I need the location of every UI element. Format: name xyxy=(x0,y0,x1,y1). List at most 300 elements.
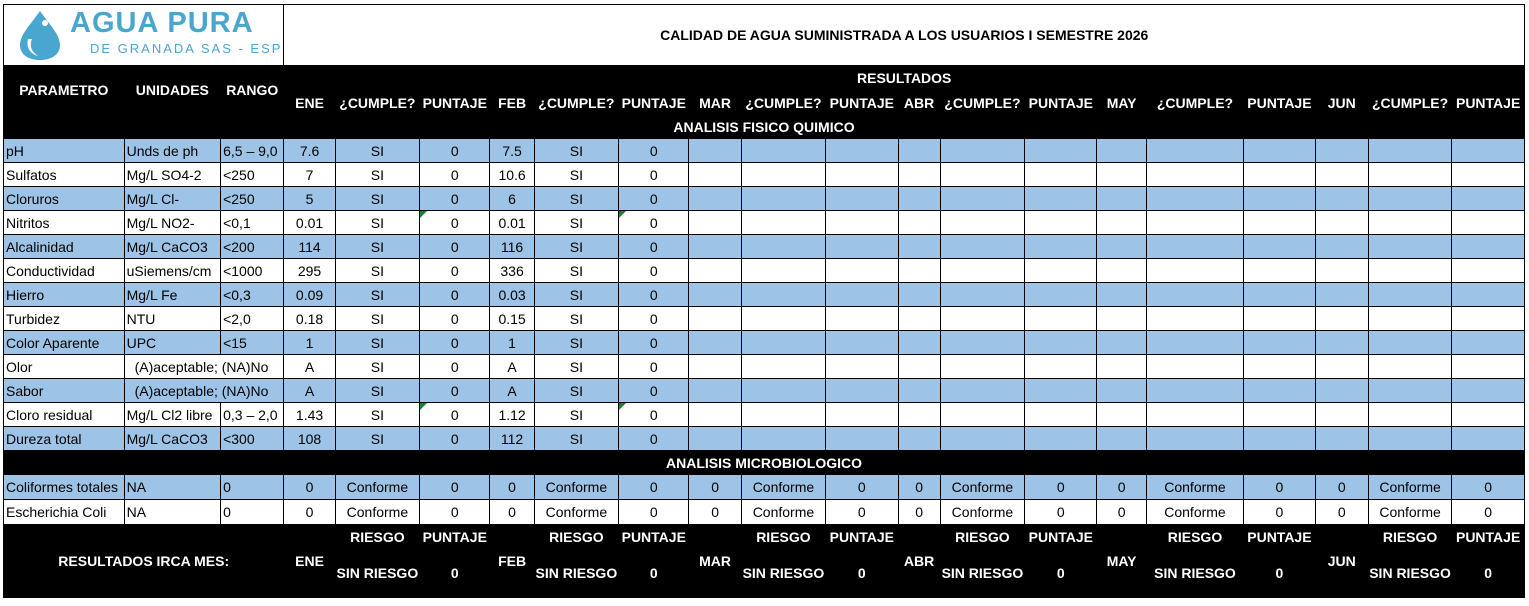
empty-cell[interactable] xyxy=(689,331,741,355)
irca-risk-value[interactable]: SIN RIESGO xyxy=(1368,549,1451,598)
empty-cell[interactable] xyxy=(689,211,741,235)
param-range[interactable]: <250 xyxy=(221,187,284,211)
empty-cell[interactable] xyxy=(1025,403,1097,427)
empty-cell[interactable] xyxy=(689,379,741,403)
cumple-ene[interactable]: SI xyxy=(335,355,419,379)
empty-cell[interactable] xyxy=(1097,307,1146,331)
puntaje-feb[interactable]: 0 xyxy=(619,427,689,451)
empty-cell[interactable] xyxy=(1146,427,1244,451)
param-unit[interactable]: Mg/L Cl2 libre xyxy=(124,403,220,427)
empty-cell[interactable] xyxy=(1452,211,1525,235)
puntaje-month[interactable]: 0 xyxy=(826,475,898,500)
param-name[interactable]: Dureza total xyxy=(4,427,125,451)
empty-cell[interactable] xyxy=(1452,259,1525,283)
puntaje-ene[interactable]: 0 xyxy=(420,163,490,187)
value-ene[interactable]: A xyxy=(284,379,335,403)
empty-cell[interactable] xyxy=(1097,259,1146,283)
empty-cell[interactable] xyxy=(940,139,1024,163)
value-ene[interactable]: 295 xyxy=(284,259,335,283)
irca-score-value[interactable]: 0 xyxy=(1452,549,1525,598)
param-name[interactable]: Coliformes totales xyxy=(4,475,125,500)
empty-cell[interactable] xyxy=(1097,427,1146,451)
cumple-ene[interactable]: SI xyxy=(335,163,419,187)
empty-cell[interactable] xyxy=(1452,235,1525,259)
empty-cell[interactable] xyxy=(1452,187,1525,211)
empty-cell[interactable] xyxy=(1368,187,1451,211)
value-month[interactable]: 0 xyxy=(898,475,940,500)
value-month[interactable]: 0 xyxy=(898,500,940,525)
param-unit[interactable]: NA xyxy=(124,500,220,525)
empty-cell[interactable] xyxy=(1097,139,1146,163)
cumple-feb[interactable]: SI xyxy=(534,259,618,283)
puntaje-month[interactable]: 0 xyxy=(1244,475,1315,500)
empty-cell[interactable] xyxy=(1368,427,1451,451)
cumple-ene[interactable]: SI xyxy=(335,139,419,163)
puntaje-feb[interactable]: 0 xyxy=(619,211,689,235)
empty-cell[interactable] xyxy=(1146,139,1244,163)
puntaje-ene[interactable]: 0 xyxy=(420,283,490,307)
empty-cell[interactable] xyxy=(940,259,1024,283)
value-month[interactable]: 0 xyxy=(1097,475,1146,500)
puntaje-feb[interactable]: 0 xyxy=(619,163,689,187)
empty-cell[interactable] xyxy=(826,355,898,379)
empty-cell[interactable] xyxy=(1452,307,1525,331)
empty-cell[interactable] xyxy=(898,235,940,259)
cumple-feb[interactable]: SI xyxy=(534,307,618,331)
empty-cell[interactable] xyxy=(1244,403,1315,427)
param-unit[interactable]: (A)aceptable; (NA)No xyxy=(124,379,284,403)
empty-cell[interactable] xyxy=(898,187,940,211)
empty-cell[interactable] xyxy=(1244,427,1315,451)
puntaje-month[interactable]: 0 xyxy=(826,500,898,525)
cumple-ene[interactable]: SI xyxy=(335,331,419,355)
cumple-feb[interactable]: SI xyxy=(534,379,618,403)
empty-cell[interactable] xyxy=(1146,403,1244,427)
cumple-feb[interactable]: SI xyxy=(534,235,618,259)
empty-cell[interactable] xyxy=(689,403,741,427)
param-name[interactable]: Sabor xyxy=(4,379,125,403)
empty-cell[interactable] xyxy=(826,259,898,283)
empty-cell[interactable] xyxy=(1452,331,1525,355)
puntaje-feb[interactable]: 0 xyxy=(619,307,689,331)
value-month[interactable]: 0 xyxy=(689,475,741,500)
empty-cell[interactable] xyxy=(898,379,940,403)
empty-cell[interactable] xyxy=(1452,283,1525,307)
empty-cell[interactable] xyxy=(1315,331,1368,355)
cumple-feb[interactable]: SI xyxy=(534,283,618,307)
cumple-month[interactable]: Conforme xyxy=(1146,500,1244,525)
empty-cell[interactable] xyxy=(826,331,898,355)
empty-cell[interactable] xyxy=(940,211,1024,235)
empty-cell[interactable] xyxy=(898,427,940,451)
value-ene[interactable]: 1 xyxy=(284,331,335,355)
puntaje-ene[interactable]: 0 xyxy=(420,235,490,259)
empty-cell[interactable] xyxy=(1146,331,1244,355)
cumple-ene[interactable]: SI xyxy=(335,403,419,427)
cumple-ene[interactable]: SI xyxy=(335,259,419,283)
irca-risk-value[interactable]: SIN RIESGO xyxy=(335,549,419,598)
cumple-ene[interactable]: SI xyxy=(335,283,419,307)
empty-cell[interactable] xyxy=(689,427,741,451)
irca-risk-value[interactable]: SIN RIESGO xyxy=(741,549,825,598)
cumple-feb[interactable]: SI xyxy=(534,331,618,355)
cumple-month[interactable]: Conforme xyxy=(741,500,825,525)
param-name[interactable]: Color Aparente xyxy=(4,331,125,355)
empty-cell[interactable] xyxy=(1315,259,1368,283)
cumple-month[interactable]: Conforme xyxy=(940,475,1024,500)
empty-cell[interactable] xyxy=(940,379,1024,403)
cumple-ene[interactable]: SI xyxy=(335,211,419,235)
irca-score-value[interactable]: 0 xyxy=(420,549,490,598)
param-range[interactable]: 0,3 – 2,0 xyxy=(221,403,284,427)
empty-cell[interactable] xyxy=(898,211,940,235)
empty-cell[interactable] xyxy=(741,427,825,451)
empty-cell[interactable] xyxy=(689,187,741,211)
empty-cell[interactable] xyxy=(1368,403,1451,427)
empty-cell[interactable] xyxy=(1025,427,1097,451)
empty-cell[interactable] xyxy=(1025,283,1097,307)
empty-cell[interactable] xyxy=(1244,355,1315,379)
empty-cell[interactable] xyxy=(898,283,940,307)
empty-cell[interactable] xyxy=(898,307,940,331)
value-month[interactable]: 0 xyxy=(490,475,534,500)
param-range[interactable]: <15 xyxy=(221,331,284,355)
empty-cell[interactable] xyxy=(1315,307,1368,331)
empty-cell[interactable] xyxy=(1368,259,1451,283)
param-unit[interactable]: NA xyxy=(124,475,220,500)
value-month[interactable]: 0 xyxy=(1315,475,1368,500)
param-range[interactable]: <2,0 xyxy=(221,307,284,331)
puntaje-ene[interactable]: 0 xyxy=(420,355,490,379)
puntaje-month[interactable]: 0 xyxy=(420,500,490,525)
param-range[interactable]: 6,5 – 9,0 xyxy=(221,139,284,163)
empty-cell[interactable] xyxy=(940,307,1024,331)
puntaje-ene[interactable]: 0 xyxy=(420,187,490,211)
value-feb[interactable]: 0.03 xyxy=(490,283,534,307)
empty-cell[interactable] xyxy=(1097,211,1146,235)
empty-cell[interactable] xyxy=(898,355,940,379)
empty-cell[interactable] xyxy=(826,283,898,307)
puntaje-feb[interactable]: 0 xyxy=(619,259,689,283)
param-name[interactable]: Escherichia Coli xyxy=(4,500,125,525)
empty-cell[interactable] xyxy=(741,259,825,283)
param-range[interactable]: 0 xyxy=(221,500,284,525)
value-ene[interactable]: 108 xyxy=(284,427,335,451)
cumple-month[interactable]: Conforme xyxy=(335,500,419,525)
cumple-feb[interactable]: SI xyxy=(534,427,618,451)
empty-cell[interactable] xyxy=(1025,139,1097,163)
value-feb[interactable]: 336 xyxy=(490,259,534,283)
empty-cell[interactable] xyxy=(1244,379,1315,403)
puntaje-ene[interactable]: 0 xyxy=(420,259,490,283)
empty-cell[interactable] xyxy=(1315,379,1368,403)
empty-cell[interactable] xyxy=(689,307,741,331)
param-unit[interactable]: Mg/L Cl- xyxy=(124,187,220,211)
cumple-month[interactable]: Conforme xyxy=(1368,500,1451,525)
cumple-month[interactable]: Conforme xyxy=(534,500,618,525)
empty-cell[interactable] xyxy=(1146,355,1244,379)
empty-cell[interactable] xyxy=(1315,355,1368,379)
empty-cell[interactable] xyxy=(826,211,898,235)
empty-cell[interactable] xyxy=(1025,331,1097,355)
empty-cell[interactable] xyxy=(1452,355,1525,379)
value-ene[interactable]: 0.09 xyxy=(284,283,335,307)
empty-cell[interactable] xyxy=(1146,211,1244,235)
value-month[interactable]: 0 xyxy=(284,500,335,525)
empty-cell[interactable] xyxy=(940,427,1024,451)
empty-cell[interactable] xyxy=(1244,259,1315,283)
param-range[interactable]: <300 xyxy=(221,427,284,451)
puntaje-ene[interactable]: 0 xyxy=(420,307,490,331)
empty-cell[interactable] xyxy=(1146,307,1244,331)
empty-cell[interactable] xyxy=(1315,403,1368,427)
param-name[interactable]: Turbidez xyxy=(4,307,125,331)
empty-cell[interactable] xyxy=(1368,163,1451,187)
empty-cell[interactable] xyxy=(826,163,898,187)
empty-cell[interactable] xyxy=(1244,211,1315,235)
empty-cell[interactable] xyxy=(898,259,940,283)
empty-cell[interactable] xyxy=(1025,235,1097,259)
empty-cell[interactable] xyxy=(1025,379,1097,403)
value-feb[interactable]: 10.6 xyxy=(490,163,534,187)
empty-cell[interactable] xyxy=(1315,283,1368,307)
empty-cell[interactable] xyxy=(826,403,898,427)
value-feb[interactable]: 1.12 xyxy=(490,403,534,427)
empty-cell[interactable] xyxy=(898,403,940,427)
param-name[interactable]: Alcalinidad xyxy=(4,235,125,259)
empty-cell[interactable] xyxy=(1146,379,1244,403)
value-feb[interactable]: 0.15 xyxy=(490,307,534,331)
value-ene[interactable]: A xyxy=(284,355,335,379)
empty-cell[interactable] xyxy=(1452,379,1525,403)
empty-cell[interactable] xyxy=(741,211,825,235)
empty-cell[interactable] xyxy=(1244,139,1315,163)
cumple-feb[interactable]: SI xyxy=(534,403,618,427)
value-ene[interactable]: 0.18 xyxy=(284,307,335,331)
empty-cell[interactable] xyxy=(1368,211,1451,235)
puntaje-month[interactable]: 0 xyxy=(1452,500,1525,525)
cumple-ene[interactable]: SI xyxy=(335,187,419,211)
empty-cell[interactable] xyxy=(1315,235,1368,259)
param-unit[interactable]: Mg/L CaCO3 xyxy=(124,235,220,259)
cumple-feb[interactable]: SI xyxy=(534,139,618,163)
value-feb[interactable]: 116 xyxy=(490,235,534,259)
param-name[interactable]: Conductividad xyxy=(4,259,125,283)
value-feb[interactable]: A xyxy=(490,379,534,403)
empty-cell[interactable] xyxy=(1025,187,1097,211)
empty-cell[interactable] xyxy=(1097,403,1146,427)
cumple-ene[interactable]: SI xyxy=(335,427,419,451)
param-name[interactable]: Nitritos xyxy=(4,211,125,235)
empty-cell[interactable] xyxy=(826,187,898,211)
puntaje-ene[interactable]: 0 xyxy=(420,211,490,235)
param-unit[interactable]: uSiemens/cm xyxy=(124,259,220,283)
empty-cell[interactable] xyxy=(1097,187,1146,211)
empty-cell[interactable] xyxy=(741,355,825,379)
empty-cell[interactable] xyxy=(1315,139,1368,163)
puntaje-month[interactable]: 0 xyxy=(1025,500,1097,525)
cumple-ene[interactable]: SI xyxy=(335,307,419,331)
empty-cell[interactable] xyxy=(741,235,825,259)
empty-cell[interactable] xyxy=(1244,235,1315,259)
empty-cell[interactable] xyxy=(1025,259,1097,283)
param-unit[interactable]: (A)aceptable; (NA)No xyxy=(124,355,284,379)
empty-cell[interactable] xyxy=(1368,283,1451,307)
irca-score-value[interactable]: 0 xyxy=(1025,549,1097,598)
empty-cell[interactable] xyxy=(1315,187,1368,211)
empty-cell[interactable] xyxy=(1025,307,1097,331)
empty-cell[interactable] xyxy=(741,307,825,331)
value-feb[interactable]: 1 xyxy=(490,331,534,355)
empty-cell[interactable] xyxy=(940,235,1024,259)
empty-cell[interactable] xyxy=(1146,283,1244,307)
param-name[interactable]: Sulfatos xyxy=(4,163,125,187)
empty-cell[interactable] xyxy=(1452,427,1525,451)
puntaje-feb[interactable]: 0 xyxy=(619,235,689,259)
puntaje-ene[interactable]: 0 xyxy=(420,403,490,427)
puntaje-feb[interactable]: 0 xyxy=(619,139,689,163)
param-unit[interactable]: Mg/L Fe xyxy=(124,283,220,307)
empty-cell[interactable] xyxy=(1368,331,1451,355)
empty-cell[interactable] xyxy=(940,355,1024,379)
puntaje-month[interactable]: 0 xyxy=(420,475,490,500)
empty-cell[interactable] xyxy=(1097,331,1146,355)
empty-cell[interactable] xyxy=(1146,235,1244,259)
empty-cell[interactable] xyxy=(1452,403,1525,427)
empty-cell[interactable] xyxy=(741,139,825,163)
value-ene[interactable]: 7.6 xyxy=(284,139,335,163)
value-month[interactable]: 0 xyxy=(284,475,335,500)
puntaje-ene[interactable]: 0 xyxy=(420,331,490,355)
empty-cell[interactable] xyxy=(826,427,898,451)
puntaje-feb[interactable]: 0 xyxy=(619,355,689,379)
puntaje-ene[interactable]: 0 xyxy=(420,139,490,163)
param-unit[interactable]: Unds de ph xyxy=(124,139,220,163)
empty-cell[interactable] xyxy=(689,235,741,259)
value-month[interactable]: 0 xyxy=(1097,500,1146,525)
puntaje-month[interactable]: 0 xyxy=(1025,475,1097,500)
param-range[interactable]: <200 xyxy=(221,235,284,259)
empty-cell[interactable] xyxy=(741,331,825,355)
empty-cell[interactable] xyxy=(1097,163,1146,187)
empty-cell[interactable] xyxy=(741,379,825,403)
param-unit[interactable]: Mg/L SO4-2 xyxy=(124,163,220,187)
puntaje-month[interactable]: 0 xyxy=(619,500,689,525)
param-unit[interactable]: UPC xyxy=(124,331,220,355)
param-name[interactable]: pH xyxy=(4,139,125,163)
cumple-month[interactable]: Conforme xyxy=(741,475,825,500)
empty-cell[interactable] xyxy=(1244,307,1315,331)
irca-score-value[interactable]: 0 xyxy=(1244,549,1315,598)
puntaje-feb[interactable]: 0 xyxy=(619,331,689,355)
param-range[interactable]: <0,1 xyxy=(221,211,284,235)
irca-risk-value[interactable]: SIN RIESGO xyxy=(940,549,1024,598)
cumple-ene[interactable]: SI xyxy=(335,379,419,403)
empty-cell[interactable] xyxy=(689,259,741,283)
cumple-feb[interactable]: SI xyxy=(534,187,618,211)
empty-cell[interactable] xyxy=(1244,331,1315,355)
param-unit[interactable]: Mg/L CaCO3 xyxy=(124,427,220,451)
empty-cell[interactable] xyxy=(1315,427,1368,451)
empty-cell[interactable] xyxy=(940,403,1024,427)
param-name[interactable]: Cloro residual xyxy=(4,403,125,427)
empty-cell[interactable] xyxy=(741,187,825,211)
cumple-month[interactable]: Conforme xyxy=(940,500,1024,525)
empty-cell[interactable] xyxy=(741,163,825,187)
value-feb[interactable]: 7.5 xyxy=(490,139,534,163)
param-range[interactable]: <0,3 xyxy=(221,283,284,307)
irca-score-value[interactable]: 0 xyxy=(619,549,689,598)
empty-cell[interactable] xyxy=(940,187,1024,211)
empty-cell[interactable] xyxy=(1146,163,1244,187)
empty-cell[interactable] xyxy=(940,163,1024,187)
value-month[interactable]: 0 xyxy=(1315,500,1368,525)
puntaje-feb[interactable]: 0 xyxy=(619,283,689,307)
empty-cell[interactable] xyxy=(1097,355,1146,379)
empty-cell[interactable] xyxy=(1244,163,1315,187)
empty-cell[interactable] xyxy=(689,139,741,163)
empty-cell[interactable] xyxy=(898,139,940,163)
empty-cell[interactable] xyxy=(826,139,898,163)
empty-cell[interactable] xyxy=(1368,307,1451,331)
param-range[interactable]: 0 xyxy=(221,475,284,500)
empty-cell[interactable] xyxy=(1368,379,1451,403)
value-feb[interactable]: 6 xyxy=(490,187,534,211)
irca-risk-value[interactable]: SIN RIESGO xyxy=(1146,549,1244,598)
irca-score-value[interactable]: 0 xyxy=(826,549,898,598)
empty-cell[interactable] xyxy=(1244,283,1315,307)
cumple-feb[interactable]: SI xyxy=(534,355,618,379)
cumple-ene[interactable]: SI xyxy=(335,235,419,259)
cumple-month[interactable]: Conforme xyxy=(335,475,419,500)
empty-cell[interactable] xyxy=(1097,283,1146,307)
empty-cell[interactable] xyxy=(741,283,825,307)
irca-risk-value[interactable]: SIN RIESGO xyxy=(534,549,618,598)
param-name[interactable]: Hierro xyxy=(4,283,125,307)
param-unit[interactable]: Mg/L NO2- xyxy=(124,211,220,235)
value-ene[interactable]: 114 xyxy=(284,235,335,259)
value-ene[interactable]: 7 xyxy=(284,163,335,187)
empty-cell[interactable] xyxy=(940,331,1024,355)
empty-cell[interactable] xyxy=(689,163,741,187)
puntaje-ene[interactable]: 0 xyxy=(420,427,490,451)
puntaje-ene[interactable]: 0 xyxy=(420,379,490,403)
empty-cell[interactable] xyxy=(1025,355,1097,379)
value-month[interactable]: 0 xyxy=(689,500,741,525)
empty-cell[interactable] xyxy=(1452,139,1525,163)
empty-cell[interactable] xyxy=(1244,187,1315,211)
value-month[interactable]: 0 xyxy=(490,500,534,525)
cumple-feb[interactable]: SI xyxy=(534,163,618,187)
puntaje-feb[interactable]: 0 xyxy=(619,187,689,211)
param-name[interactable]: Cloruros xyxy=(4,187,125,211)
param-unit[interactable]: NTU xyxy=(124,307,220,331)
puntaje-feb[interactable]: 0 xyxy=(619,403,689,427)
puntaje-month[interactable]: 0 xyxy=(619,475,689,500)
empty-cell[interactable] xyxy=(826,379,898,403)
cumple-month[interactable]: Conforme xyxy=(534,475,618,500)
empty-cell[interactable] xyxy=(898,163,940,187)
value-feb[interactable]: A xyxy=(490,355,534,379)
value-ene[interactable]: 5 xyxy=(284,187,335,211)
empty-cell[interactable] xyxy=(1146,259,1244,283)
empty-cell[interactable] xyxy=(826,307,898,331)
cumple-month[interactable]: Conforme xyxy=(1146,475,1244,500)
puntaje-feb[interactable]: 0 xyxy=(619,379,689,403)
puntaje-month[interactable]: 0 xyxy=(1452,475,1525,500)
empty-cell[interactable] xyxy=(1146,187,1244,211)
param-range[interactable]: <1000 xyxy=(221,259,284,283)
